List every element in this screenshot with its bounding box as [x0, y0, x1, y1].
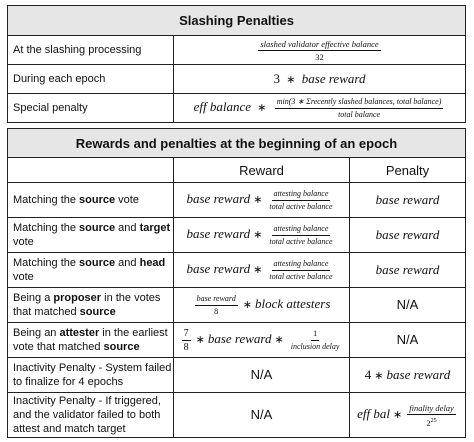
row-label: Matching the source and target vote [8, 218, 174, 253]
penalty-cell: N/A [350, 323, 466, 358]
table-row [8, 323, 466, 358]
formula: base reward ∗ $\frac{\text{attesting balance}}{\text{total active balance}}$ [186, 258, 333, 281]
formula: $\frac{7}{8}$ ∗ base reward ∗ $\frac{1}{\text{inclusion delay}}$ [183, 327, 340, 353]
rewards-penalties-table [7, 128, 466, 438]
rewards-table-title: Rewards and penalties at the beginning of an epoch [8, 129, 466, 158]
formula [274, 71, 366, 86]
row-label: Being an attester in the earliest vote that matched source [8, 323, 174, 358]
table-row [8, 36, 466, 65]
table-row [8, 183, 466, 218]
formula-cell [174, 36, 466, 65]
fraction-denominator: 32 [315, 51, 324, 62]
formula: base reward ∗ $\frac{\text{attesting balance}}{\text{total active balance}}$ [186, 188, 333, 211]
row-label: Being a proposer in the votes that matched source [8, 288, 174, 323]
row-label: Inactivity Penalty - System failed to finalize for 4 epochs [8, 358, 174, 393]
reward-cell [174, 323, 350, 358]
header-row [8, 158, 466, 183]
row-label: Inactivity Penalty - If triggered, and the validator failed to both attest and match target [8, 393, 174, 438]
fraction [275, 97, 444, 120]
slashing-penalties-table [7, 5, 466, 123]
table-row [8, 94, 466, 123]
formula-cell [174, 65, 466, 94]
row-label: At the slashing processing [8, 36, 174, 65]
table-row [8, 218, 466, 253]
penalty-cell: base reward [350, 218, 466, 253]
formula [193, 96, 446, 119]
table-row [8, 393, 466, 438]
column-header-penalty: Penalty [350, 158, 466, 183]
coefficient: 3 [273, 71, 281, 86]
row-label: Matching the source and head vote [8, 253, 174, 288]
reward-cell: N/A [174, 393, 350, 438]
reward-cell [174, 253, 350, 288]
slashing-table-title: Slashing Penalties [8, 6, 466, 36]
formula [256, 38, 382, 62]
fraction-numerator: min(3 ∗ Σrecently slashed balances, total balance) [275, 97, 444, 109]
formula-cell [174, 94, 466, 123]
fraction-numerator: slashed validator effective balance [260, 38, 379, 49]
column-header-reward: Reward [174, 158, 350, 183]
penalty-cell [350, 358, 466, 393]
table-row [8, 288, 466, 323]
reward-cell [174, 288, 350, 323]
formula: 4 ∗ base reward [364, 367, 451, 382]
term: base reward [301, 71, 366, 86]
table-row [8, 65, 466, 94]
row-label: Matching the source vote [8, 183, 174, 218]
table-row [8, 358, 466, 393]
formula: eff bal ∗ $\frac{\text{finality delay}}{2^{25}}$ [357, 402, 454, 428]
penalty-cell: N/A [350, 288, 466, 323]
penalty-cell: base reward [350, 183, 466, 218]
row-label: During each epoch [8, 65, 174, 94]
header-blank [8, 158, 174, 183]
fraction-denominator: total balance [338, 109, 381, 119]
penalty-cell: base reward [350, 253, 466, 288]
multiply-symbol: ∗ [286, 74, 296, 86]
table-row [8, 253, 466, 288]
reward-cell: N/A [174, 358, 350, 393]
formula: base reward ∗ $\frac{\text{attesting balance}}{\text{total active balance}}$ [186, 223, 333, 246]
multiply-symbol: ∗ [257, 101, 267, 114]
row-label: Special penalty [8, 94, 174, 123]
term: eff balance [193, 98, 251, 114]
reward-cell [174, 218, 350, 253]
penalty-cell [350, 393, 466, 438]
fraction [258, 39, 380, 62]
formula: $\frac{\text{base reward}}{8}$ ∗ block attesters [196, 293, 331, 316]
reward-cell [174, 183, 350, 218]
